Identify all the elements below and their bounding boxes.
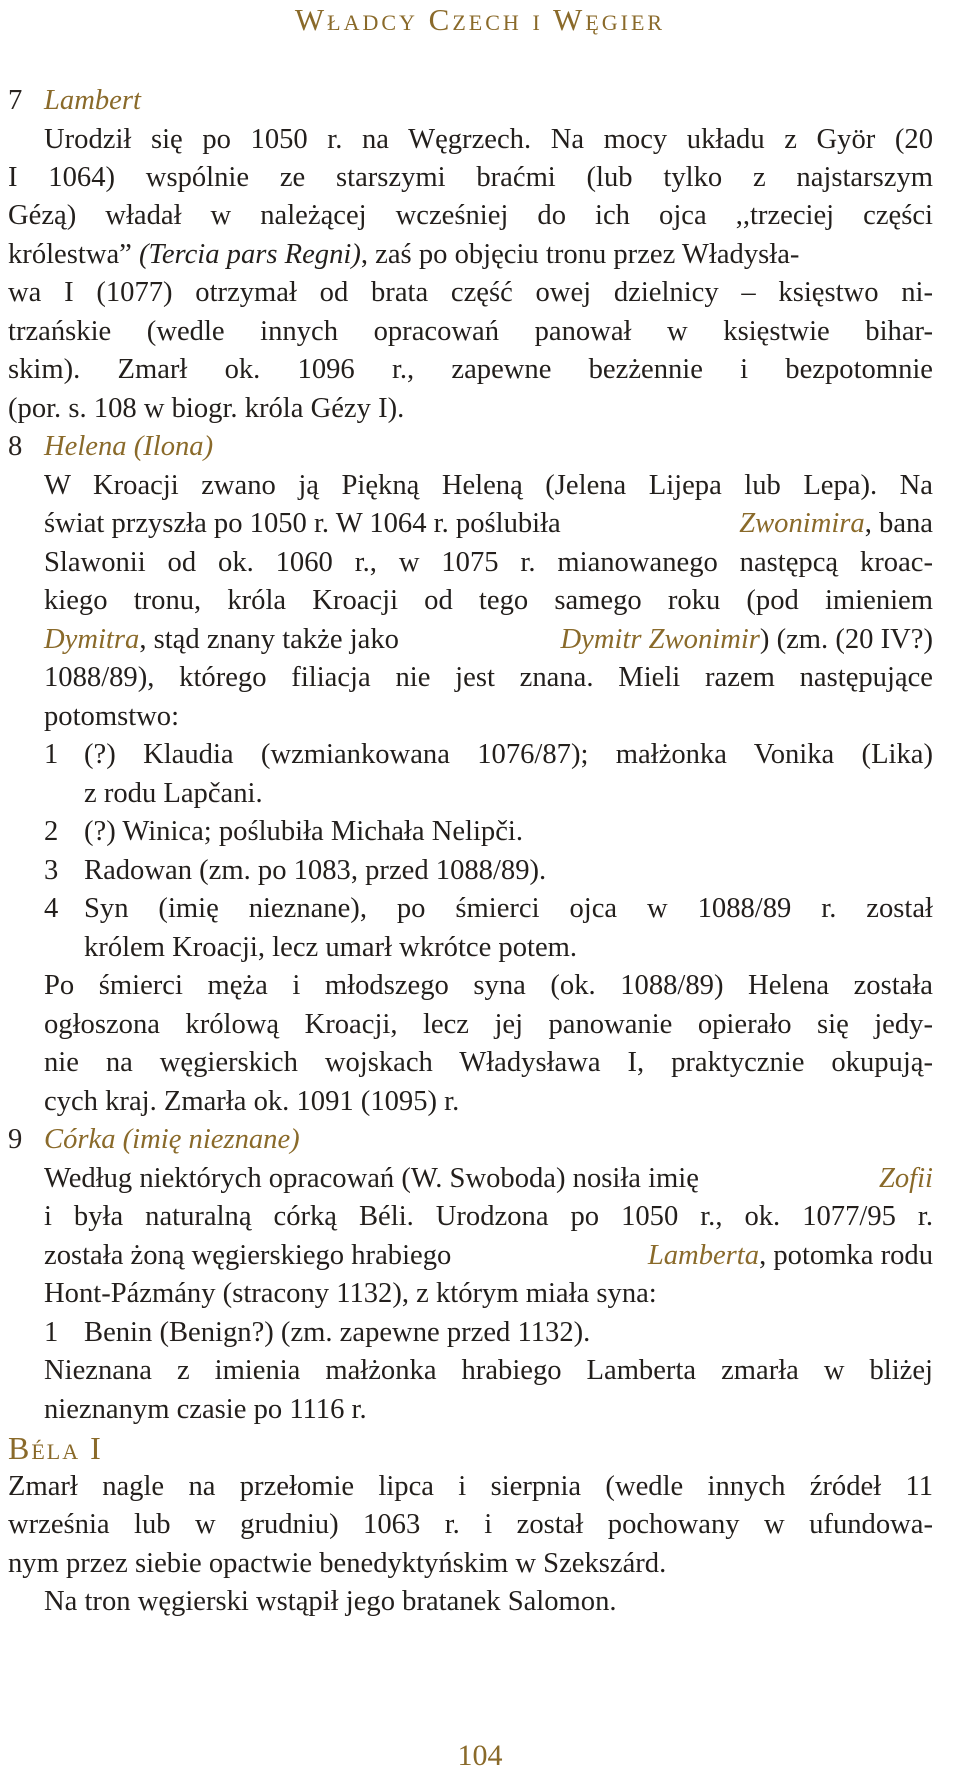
child-line: Syn (imię nieznane), po śmierci ojca w 1088/89 r. został	[84, 893, 933, 924]
entry-line	[44, 621, 933, 659]
entry-line: Slawonii od ok. 1060 r., w 1075 r. mianowanego następcą kroac-	[44, 547, 933, 578]
latin-phrase: (Tercia pars Regni)	[139, 239, 361, 270]
entry-line: i była naturalną córką Béli. Urodzona po 1050 r., ok. 1077/95 r.	[44, 1201, 933, 1232]
child-number: 3	[44, 855, 59, 886]
entry-name: Helena (Ilona)	[44, 431, 214, 462]
child-line: (?) Klaudia (wzmiankowana 1076/87); małżonka Vonika (Lika)	[84, 739, 933, 770]
entry-line: Urodził się po 1050 r. na Węgrzech. Na mocy układu z Györ (20	[44, 124, 933, 155]
entry-line: W Kroacji zwano ją Piękną Heleną (Jelena Lijepa lub Lepa). Na	[44, 470, 933, 501]
entry-line: Hont-Pázmány (stracony 1132), z którym miała syna:	[44, 1278, 657, 1309]
entry-number: 8	[8, 431, 23, 462]
child-line: Radowan (zm. po 1083, przed 1088/89).	[84, 855, 547, 886]
section-title: Béla I	[8, 1430, 103, 1466]
person-name: Zwonimira	[739, 508, 865, 539]
text-run: Według niektórych opracowań (W. Swoboda) nosiła imię	[44, 1163, 699, 1194]
child-line: Benin (Benign?) (zm. zapewne przed 1132).	[84, 1317, 591, 1348]
child-line: (?) Winica; poślubiła Michała Nelipči.	[84, 816, 524, 847]
entry-line: 1088/89), którego filiacja nie jest znana. Mieli razem następujące	[44, 662, 933, 693]
entry-line: ogłoszona królową Kroacji, lecz jej panowanie opierało się jedy-	[44, 1009, 933, 1040]
child-number: 1	[44, 739, 59, 770]
entry-line	[44, 1160, 933, 1198]
entry-name: Córka (imię nieznane)	[44, 1124, 300, 1155]
entry-line: (por. s. 108 w biogr. króla Gézy I).	[8, 393, 405, 424]
child-number: 1	[44, 1317, 59, 1348]
child-line: królem Kroacji, lecz umarł wkrótce potem.	[84, 932, 578, 963]
section-line: nym przez siebie opactwie benedyktyńskim w Szekszárd.	[8, 1548, 667, 1579]
text-run: , potomka rodu	[759, 1240, 933, 1271]
text-run: , bana	[864, 508, 933, 539]
entry-line: Nieznana z imienia małżonka hrabiego Lamberta zmarła w bliżej	[44, 1355, 933, 1386]
text-run: świat przyszła po 1050 r. W 1064 r. poślubiła	[44, 508, 561, 539]
entry-line: Gézą) władał w należącej wcześniej do ich ojca ,,trzeciej części	[8, 200, 933, 231]
entry-line: kiego tronu, króla Kroacji od tego samego roku (pod imieniem	[44, 585, 933, 616]
child-line: z rodu Lapčani.	[84, 778, 263, 809]
entry-line: wa I (1077) otrzymał od brata część owej dzielnicy – księstwo ni-	[8, 277, 933, 308]
entry-line: skim). Zmarł ok. 1096 r., zapewne bezżennie i bezpotomnie	[8, 354, 933, 385]
text-run: królestwa”	[8, 239, 132, 270]
entry-line: cych kraj. Zmarła ok. 1091 (1095) r.	[44, 1086, 460, 1117]
section-line: Zmarł nagle na przełomie lipca i sierpnia (wedle innych źródeł 11	[8, 1471, 933, 1502]
text-run: , stąd znany także jako	[139, 624, 399, 655]
person-name: Dymitra	[44, 624, 140, 655]
entry-number: 9	[8, 1124, 23, 1155]
entry-line: nie na węgierskich wojskach Władysława I, praktycznie okupują-	[44, 1047, 933, 1078]
entry-line	[44, 1237, 933, 1275]
text-run: ) (zm. (20 IV?)	[759, 624, 933, 655]
entry-line	[8, 236, 933, 274]
text-run: została żoną węgierskiego hrabiego	[44, 1240, 452, 1271]
running-head: Władcy Czech i Węgier	[294, 2, 666, 37]
child-number: 2	[44, 816, 59, 847]
entry-line: potomstwo:	[44, 701, 180, 732]
entry-line: Po śmierci męża i młodszego syna (ok. 1088/89) Helena została	[44, 970, 933, 1001]
section-line: września lub w grudniu) 1063 r. i został pochowany w ufundowa-	[8, 1509, 933, 1540]
section-line: Na tron węgierski wstąpił jego bratanek Salomon.	[44, 1586, 617, 1617]
person-name: Dymitr Zwonimir	[560, 624, 760, 655]
entry-line: nieznanym czasie po 1116 r.	[44, 1394, 367, 1425]
person-name: Lamberta	[647, 1240, 760, 1271]
child-number: 4	[44, 893, 59, 924]
entry-line	[44, 505, 933, 543]
page-number: 104	[457, 1739, 503, 1772]
entry-line: I 1064) wspólnie ze starszymi braćmi (lub tylko z najstarszym	[8, 162, 933, 193]
person-name: Zofii	[878, 1163, 933, 1194]
entry-name: Lambert	[44, 85, 141, 116]
entry-number: 7	[8, 85, 23, 116]
entry-line: trzańskie (wedle innych opracowań panował w księstwie bihar-	[8, 316, 933, 347]
text-run: , zaś po objęciu tronu przez Władysła-	[360, 239, 800, 270]
